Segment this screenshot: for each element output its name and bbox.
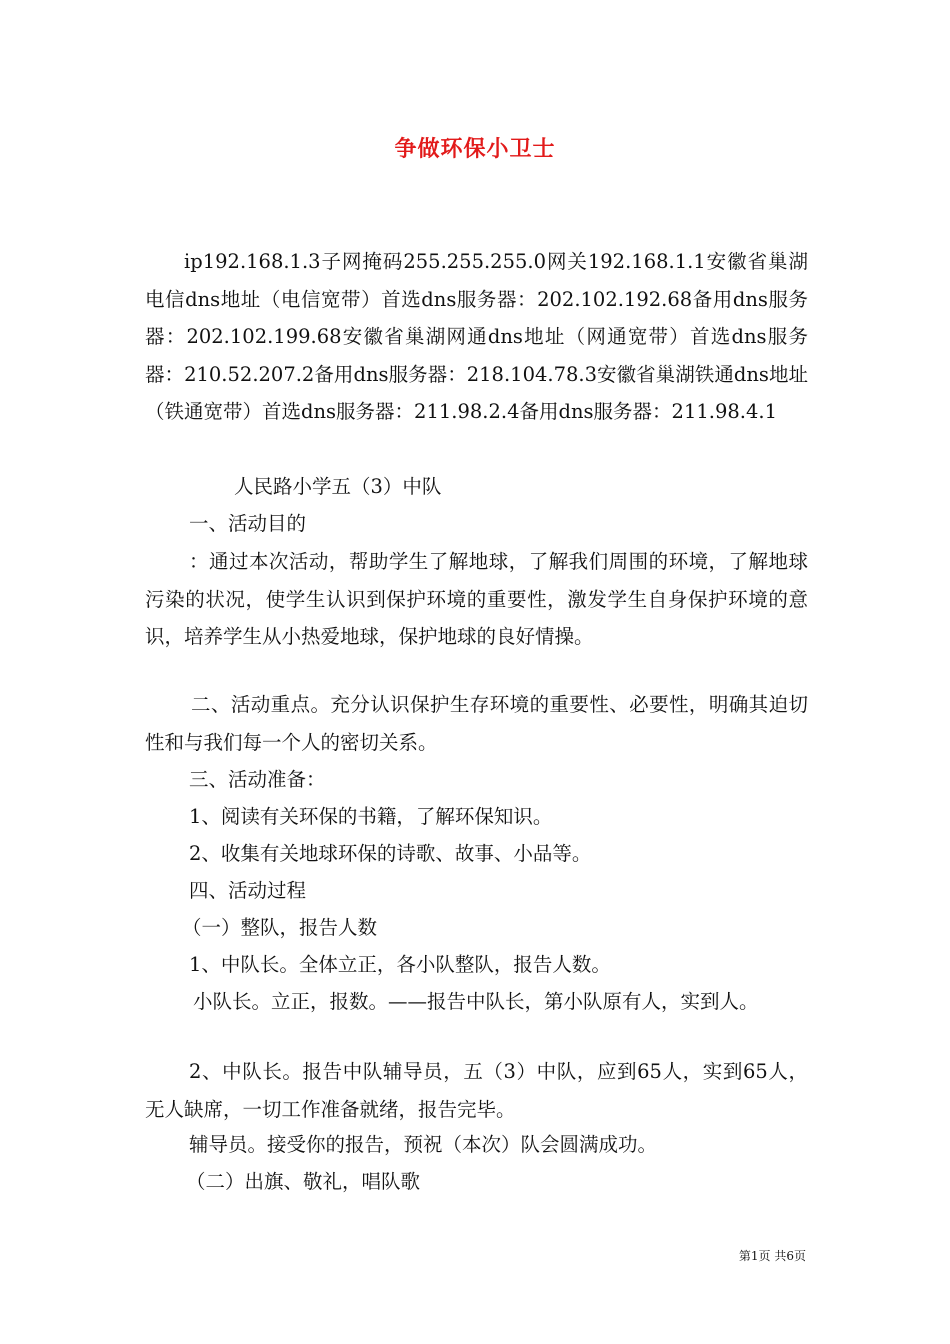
section1-body: ：通过本次活动，帮助学生了解地球，了解我们周围的环境，了解地球污染的状况，使学生认识到保护环境的重要性，激发学生自身保护环境的意识，培养学生从小热爱地球，保护地球的良好情操。 xyxy=(145,550,808,648)
page-number-footer: 第1页 共6页 xyxy=(738,1249,806,1263)
step1-item-2: 小队长。立正，报数。——报告中队长，第小队原有人，实到人。 xyxy=(193,990,759,1013)
step1-item-4: 辅导员。接受你的报告，预祝（本次）队会圆满成功。 xyxy=(189,1133,658,1156)
step2-heading: （二）出旗、敬礼，唱队歌 xyxy=(186,1170,421,1193)
step1-item-3: 2、中队长。报告中队辅导员，五（3）中队，应到65人，实到65人，无人缺席，一切工作准备就绪，报告完毕。 xyxy=(145,1060,808,1121)
step1-heading: （一）整队，报告人数 xyxy=(182,916,378,939)
section2-body: 二、活动重点。充分认识保护生存环境的重要性、必要性，明确其迫切性和与我们每一个人的密切关系。 xyxy=(145,693,808,754)
school-class-line: 人民路小学五（3）中队 xyxy=(234,475,442,498)
section4-heading: 四、活动过程 xyxy=(189,879,307,902)
prep-item-1: 1、阅读有关环保的书籍，了解环保知识。 xyxy=(189,805,553,828)
prep-item-2: 2、收集有关地球环保的诗歌、故事、小品等。 xyxy=(189,842,592,865)
page-title: 争做环保小卫士 xyxy=(394,136,556,162)
section1-heading: 一、活动目的 xyxy=(189,512,307,535)
intro-paragraph: ip192.168.1.3子网掩码255.255.255.0网关192.168.1.1安徽省巢湖电信dns地址（电信宽带）首选dns服务器：202.102.192.68备用dns服务器：202.102.199.68安徽省巢湖网通dns地址（网通宽带）首选dns服务器：210.52.207.2备用dns服务器：218.104.78.3安徽省巢湖铁通dns地址（铁通宽带）首选dns服务器：211.98.2.4备用dns服务器：211.98.4.1 xyxy=(145,250,808,423)
step1-item-1: 1、中队长。全体立正，各小队整队，报告人数。 xyxy=(189,953,611,976)
section3-heading: 三、活动准备： xyxy=(189,768,326,791)
